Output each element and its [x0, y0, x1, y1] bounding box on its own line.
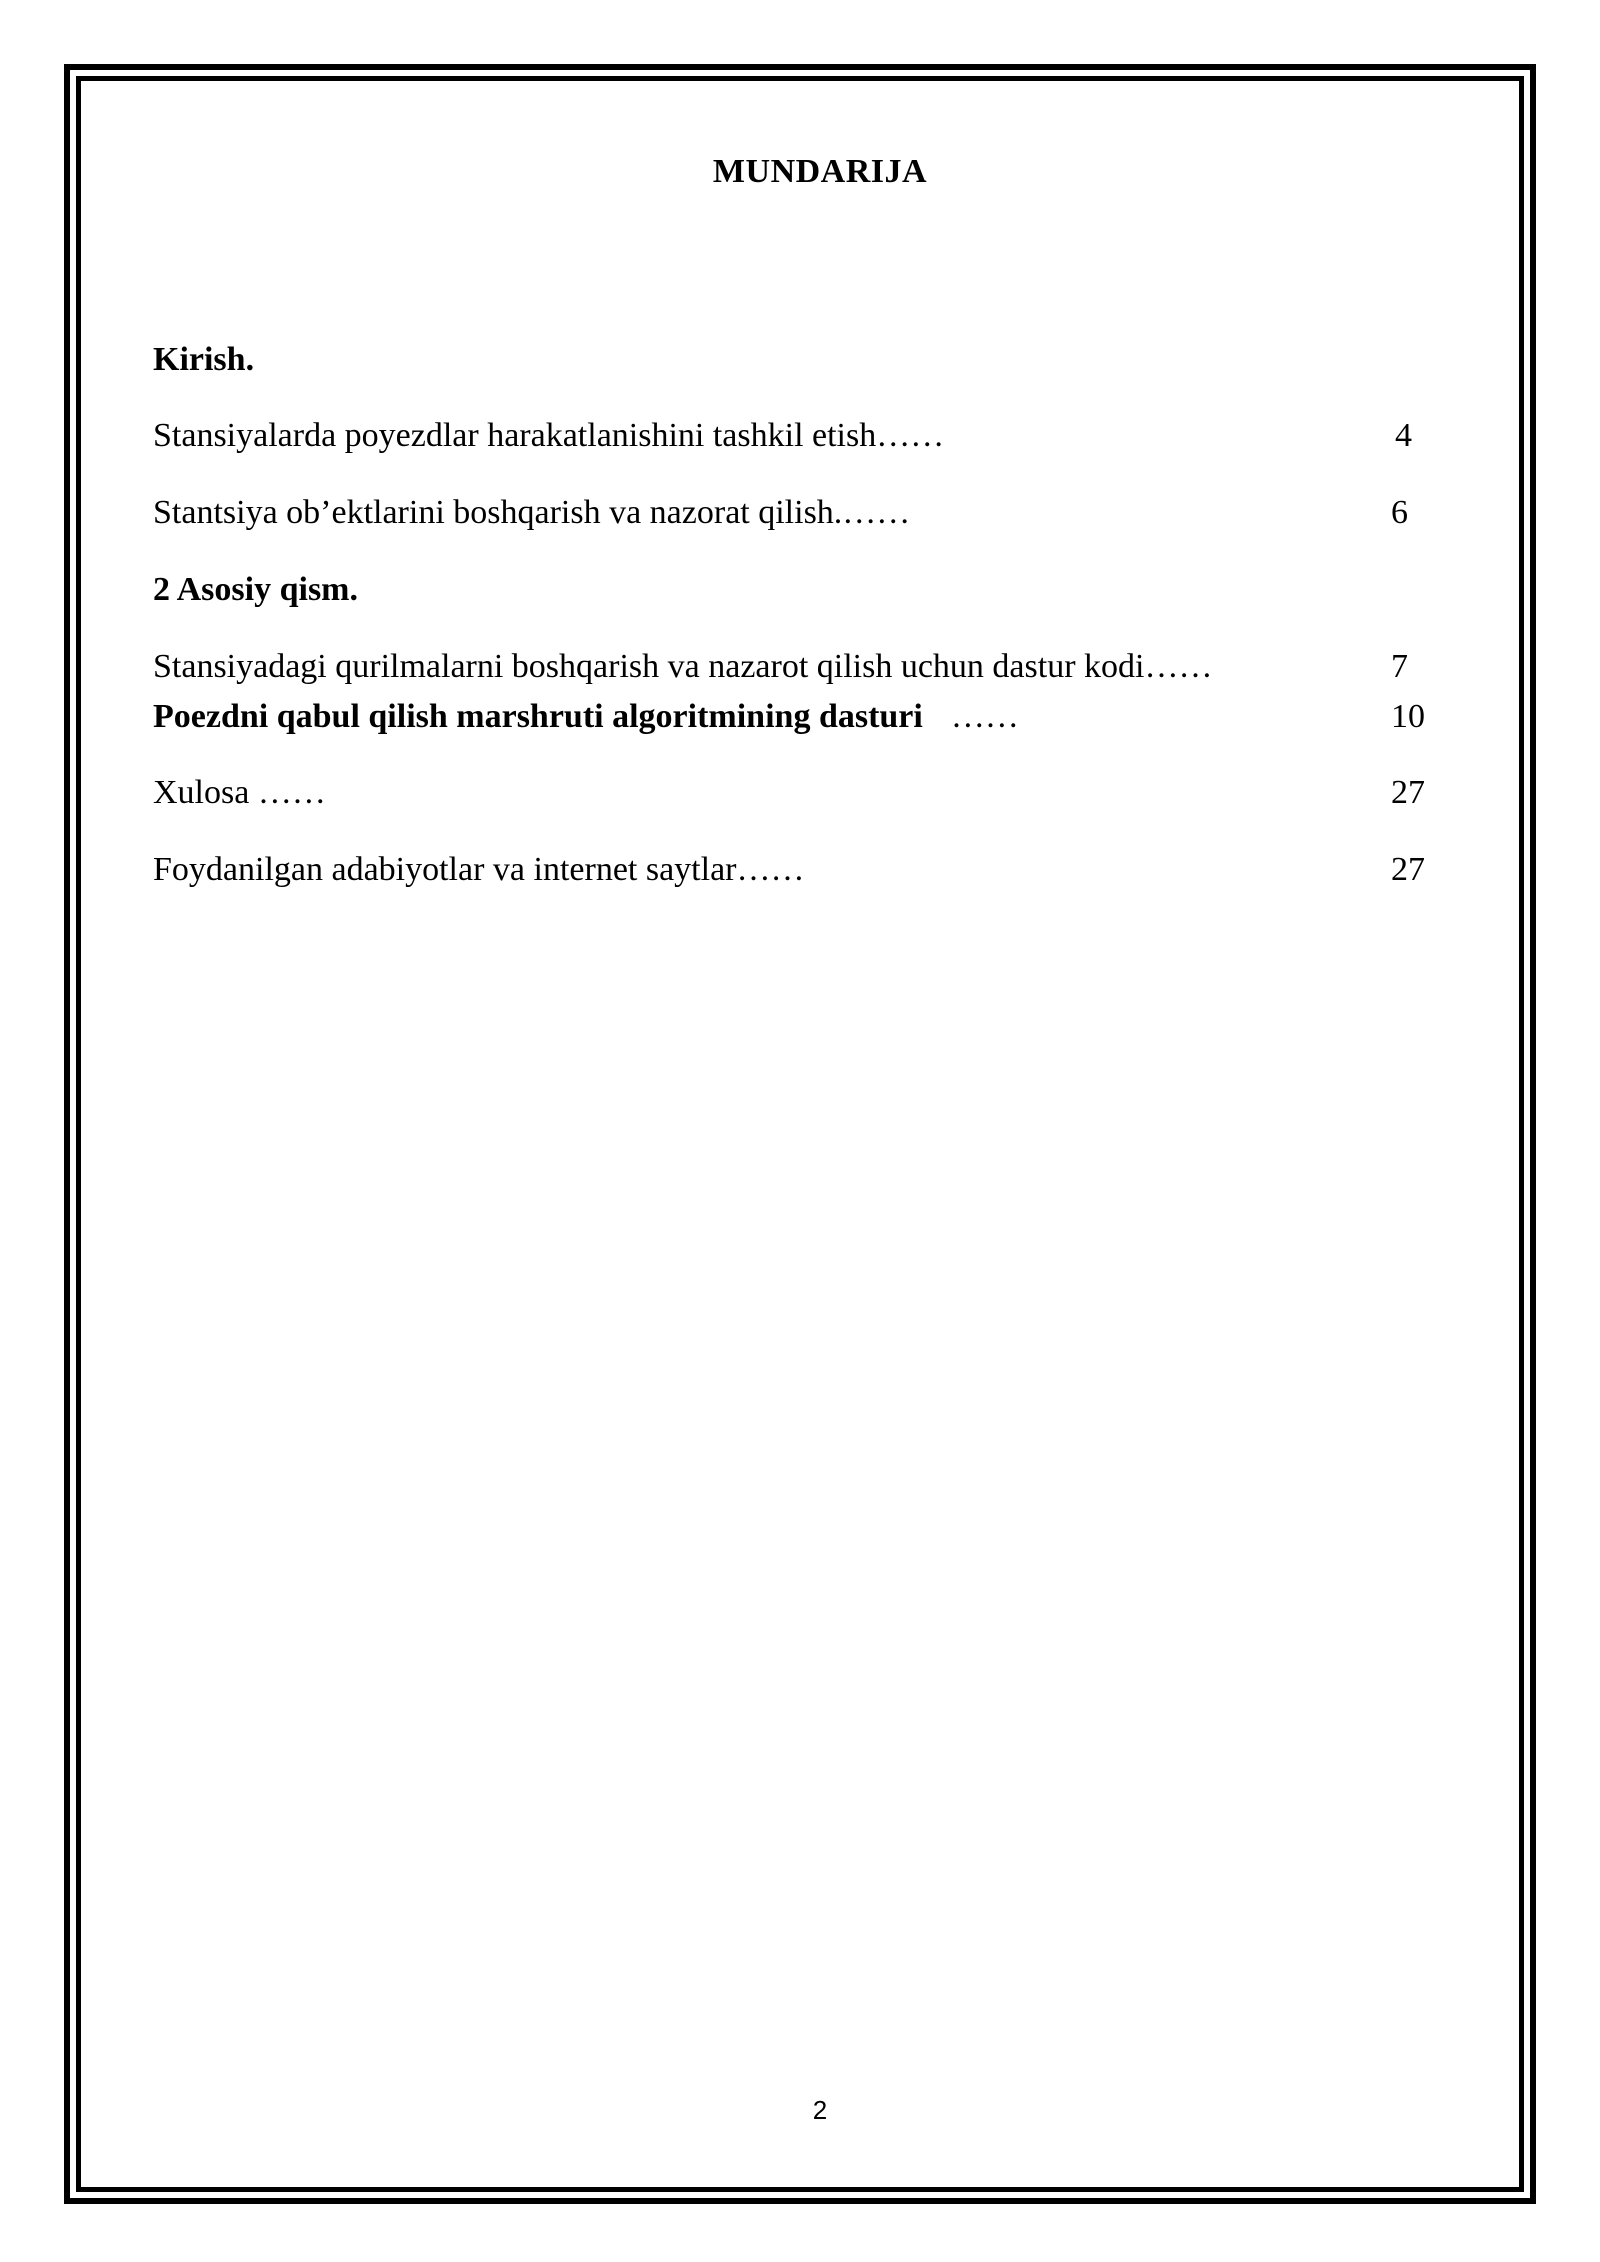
page-title: MUNDARIJA [712, 153, 928, 190]
toc-section-heading-kirish: Kirish. [153, 341, 255, 378]
toc-entry-4 [153, 697, 1019, 737]
toc-entry-5-page: 27 [1391, 774, 1425, 811]
toc-entry-1: Stansiyalarda poyezdlar harakatlanishini tashkil etish…… [153, 417, 945, 454]
toc-entry-3-page: 7 [1391, 648, 1408, 685]
page-number: 2 [812, 2095, 828, 2125]
toc-entry-1-page: 4 [1395, 417, 1412, 454]
toc-entry-3: Stansiyadagi qurilmalarni boshqarish va nazarot qilish uchun dastur kodi…… [153, 648, 1213, 685]
toc-entry-2: Stantsiya ob’ektlarini boshqarish va nazorat qilish.…… [153, 494, 911, 531]
toc-entry-6-page: 27 [1391, 851, 1425, 888]
page-border-inner [76, 76, 1524, 2192]
toc-section-heading-asosiy: 2 Asosiy qism. [153, 571, 358, 608]
toc-entry-4-text: Poezdni qabul qilish marshruti algoritmining dasturi [153, 698, 923, 735]
toc-entry-5: Xulosa …… [153, 774, 326, 811]
toc-entry-4-dots: …… [950, 698, 1019, 735]
toc-entry-2-page: 6 [1391, 494, 1408, 531]
toc-entry-4-page: 10 [1391, 698, 1425, 735]
toc-entry-6: Foydanilgan adabiyotlar va internet saytlar…… [153, 851, 805, 888]
